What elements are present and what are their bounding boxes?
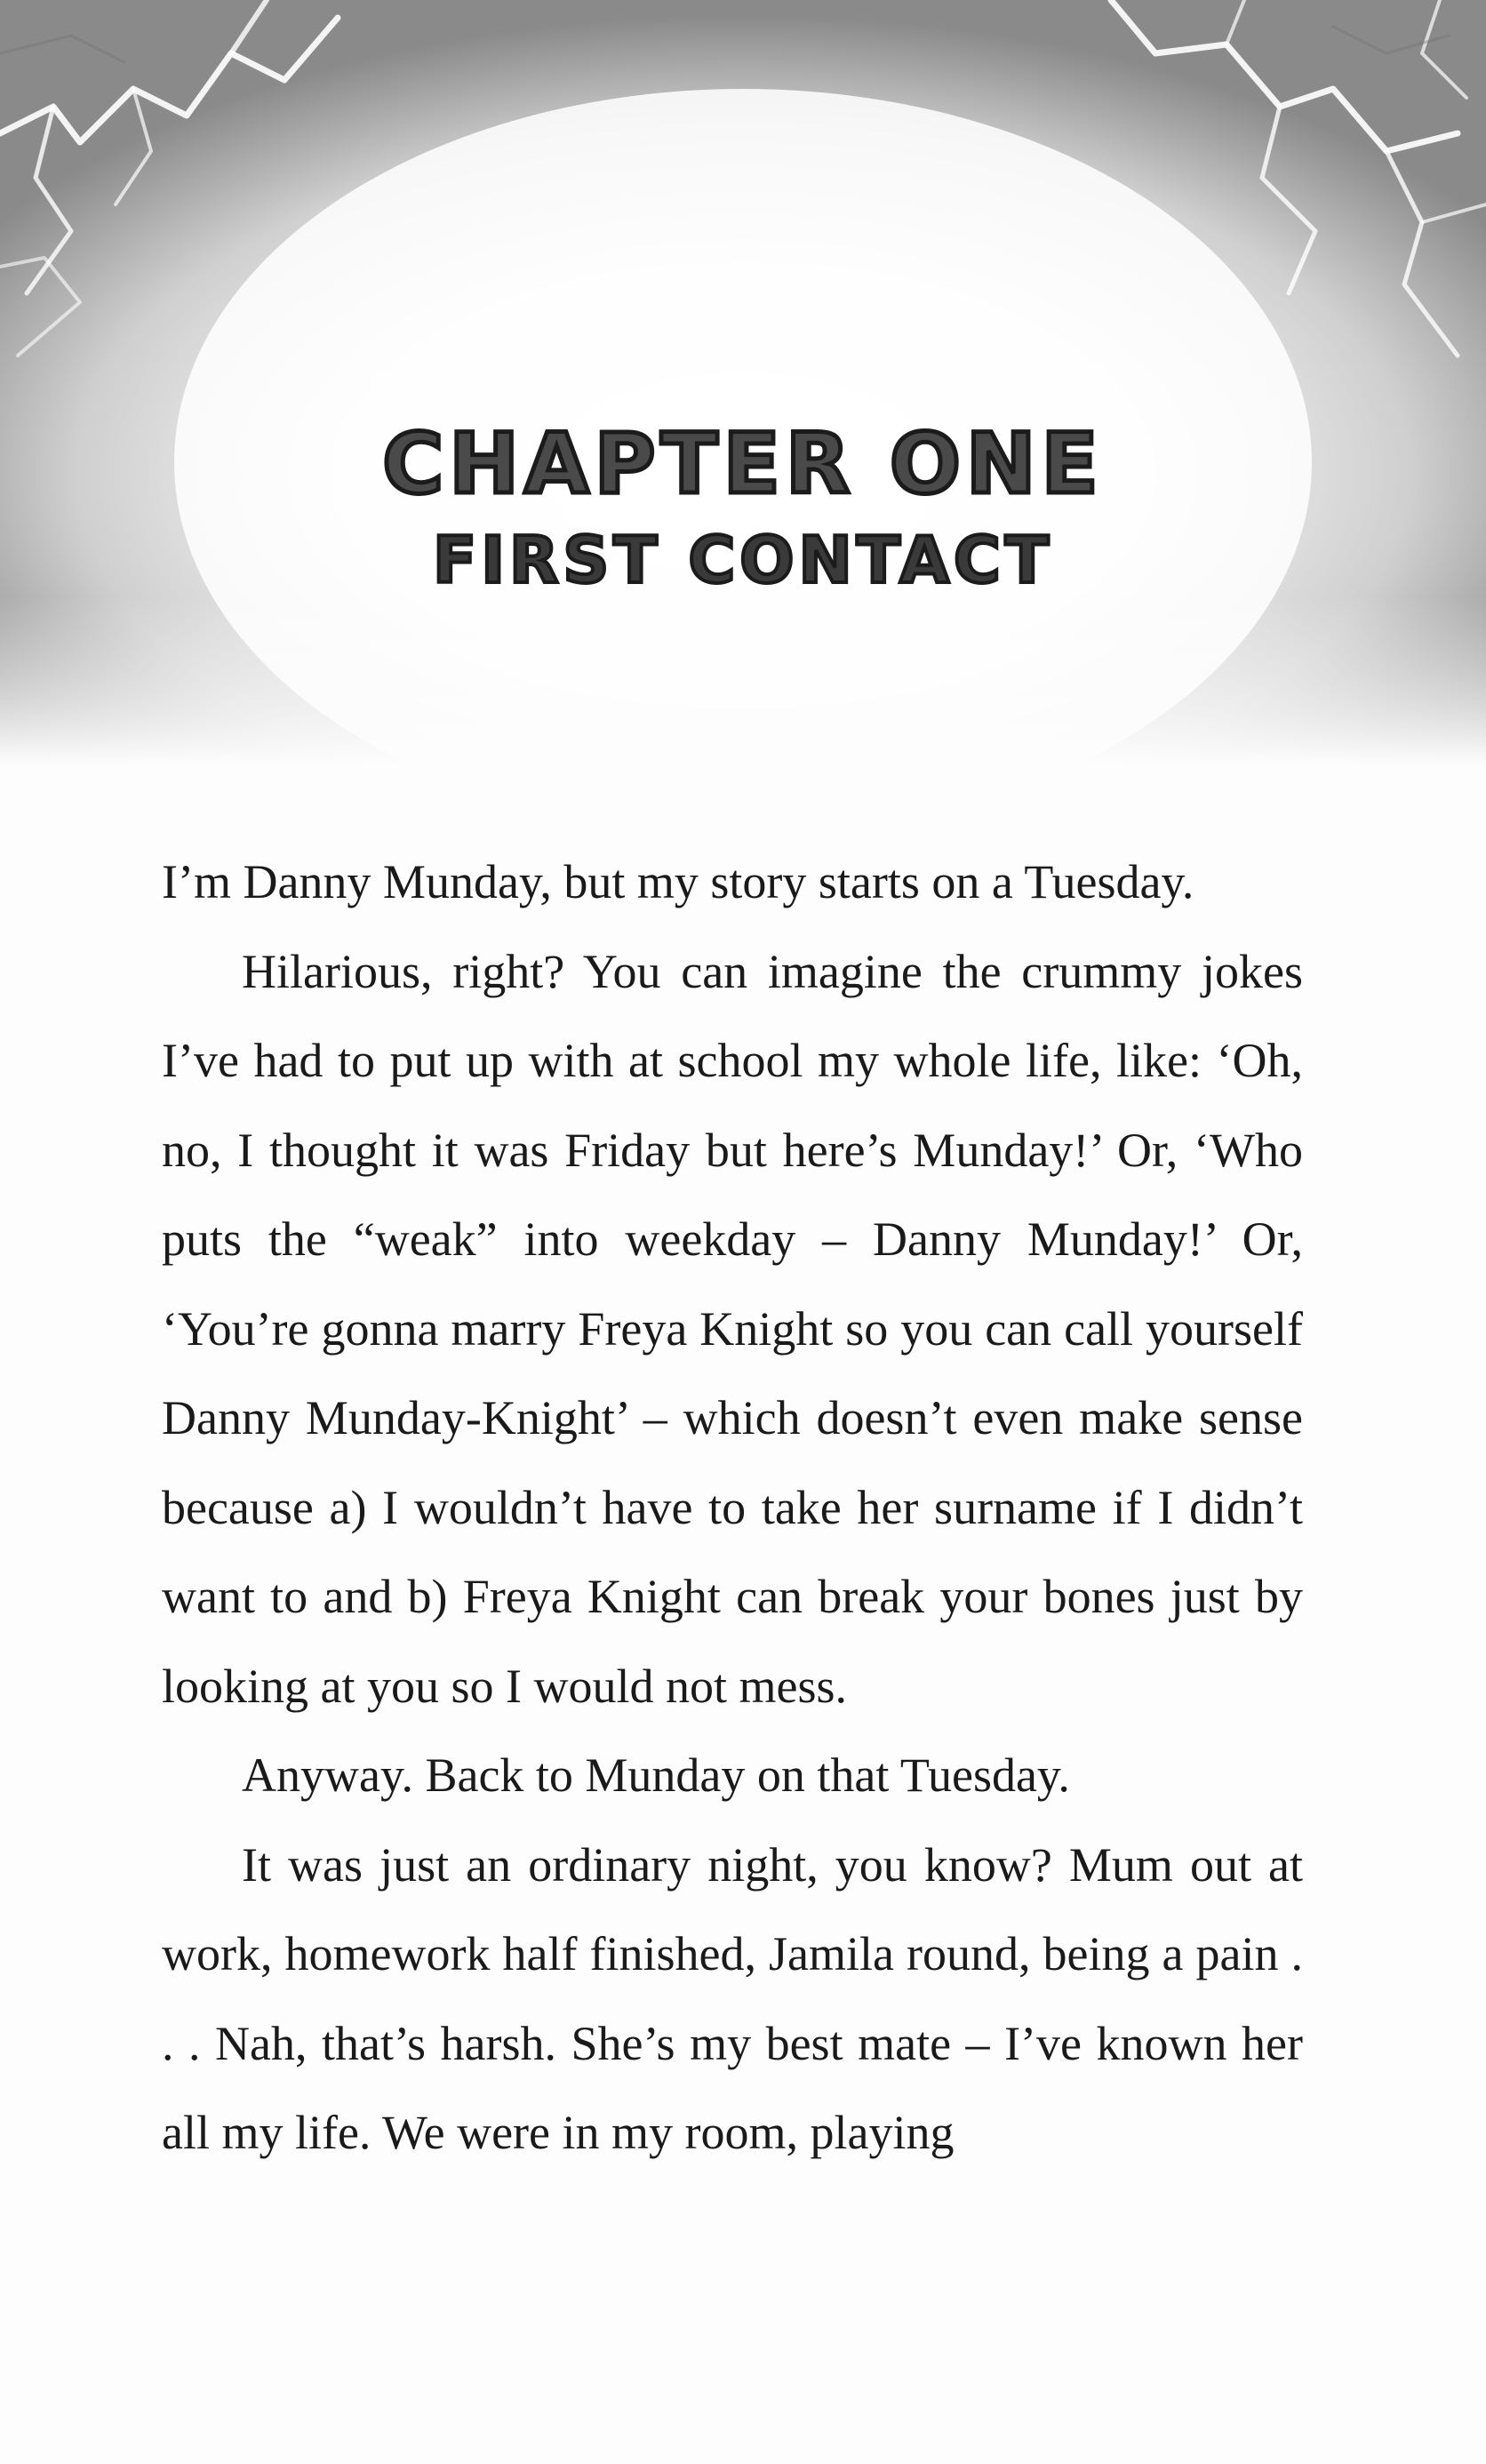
chapter-title: CHAPTER ONE xyxy=(382,416,1104,513)
paragraph: It was just an ordinary night, you know? Mum out at work, homework half finished, Jamila round, being a pain . . . Nah, that’s harsh. She’s my best mate – I’ve known her all my life. We were in my room, playing xyxy=(162,1837,1303,2159)
lightning-storm-illustration xyxy=(0,0,1486,764)
paragraph: Hilarious, right? You can imagine the crummy jokes I’ve had to put up with at school my whole life, like: ‘Oh, no, I thought it was Friday but here’s Munday!’ Or, ‘Who puts the “weak” into weekday – Danny Munday!’ Or, ‘You’re gonna marry Freya Knight so you can call yourself Danny Munday-Knight’ – which doesn’t even make sense because a) I wouldn’t have to take her surname if I didn’t want to and b) Freya Knight can break your bones just by looking at you so I would not mess. xyxy=(162,944,1303,1713)
chapter-body xyxy=(162,837,1303,2178)
paragraph: I’m Danny Munday, but my story starts on a Tuesday. xyxy=(162,855,1194,908)
paragraph: Anyway. Back to Munday on that Tuesday. xyxy=(242,1748,1070,1802)
chapter-subtitle: FIRST CONTACT xyxy=(433,523,1053,597)
